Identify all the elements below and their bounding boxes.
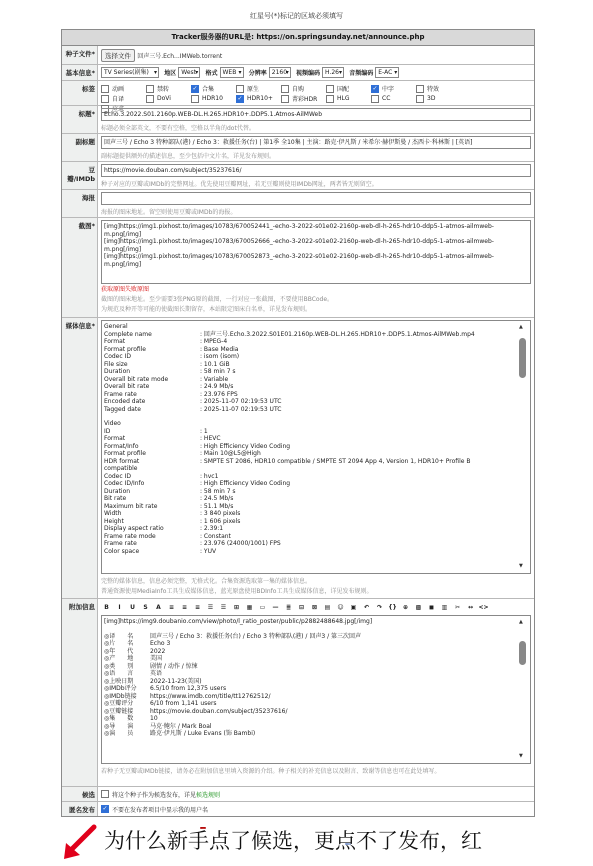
extra-info-key: ◎年 代 [104,647,134,655]
tag-checkbox[interactable]: ✓ [372,84,378,92]
mediainfo-textarea[interactable] [101,320,531,574]
format-select[interactable]: WEB ▾ [220,67,244,78]
tag-checkbox[interactable] [236,85,244,93]
pointer-arrow-icon [60,823,102,863]
editor-tool-icon[interactable]: ≣ [285,604,292,611]
tracker-url-header: Tracker服务器的URL是: https://on.springsunday.net/announce.php [62,30,534,46]
mediainfo-row [62,318,534,599]
editor-tool-icon[interactable]: <> [478,604,489,611]
scroll-down-icon[interactable]: ▼ [519,562,523,569]
extra-info-key: ◎语 言 [104,670,134,677]
tag-label: DoVi [157,95,171,102]
extra-scroll-down-icon[interactable]: ▼ [519,752,523,759]
mediainfo-value: : Constant [200,532,231,540]
editor-tool-icon[interactable]: ⊕ [402,604,409,611]
mediainfo-line [104,495,528,503]
extra-info-lines [104,633,528,738]
extra-info-line [104,633,528,641]
format-label: 格式 [205,70,218,77]
extra-info-value: Echo 3 [150,640,171,647]
screenshots-label: 截图* [62,218,98,317]
subtitle-row [62,134,534,162]
editor-tool-icon[interactable]: A [156,604,161,611]
extra-info-value: 回声三号 / Echo 3：救援任务(台) / Echo 3 特种部队(港) / 回声3 / 第三次回声 [150,632,362,640]
mediainfo-line [104,391,528,399]
tags-label: 标签 [62,81,98,105]
mediainfo-value: : 24.5 Mb/s [200,495,234,502]
poster-label: 海报 [62,190,98,217]
tag-option[interactable] [416,84,461,93]
extra-info-key: ◎上映日期 [104,677,134,685]
tag-option[interactable] [101,94,146,103]
tag-label: HLG [337,95,350,102]
extra-info-key: ◎IMDb链接 [104,692,137,700]
mediainfo-key: Overall bit rate mode [104,375,169,383]
editor-tool-icon[interactable]: ↔ [467,604,474,611]
mediainfo-value: : 2.39:1 [200,525,224,532]
extra-info-line [104,663,528,671]
mediainfo-line [104,368,528,376]
douban-imdb-input[interactable]: https://movie.douban.com/subject/35237616/ [101,164,531,177]
mediainfo-key: Codec ID [104,472,131,480]
tag-label: HDR10 [202,95,223,102]
mediainfo-key: Format/Info [104,442,139,450]
mediainfo-line [104,435,528,443]
basic-info-row [62,65,534,81]
mediainfo-key: Frame rate [104,540,137,547]
douban-imdb-row [62,162,534,190]
tag-checkbox[interactable] [146,85,154,93]
mediainfo-value: : High Efficiency Video Coding [200,442,291,450]
mediainfo-key: Height [104,517,124,525]
mediainfo-value: : 58 min 7 s [200,487,236,495]
tag-option[interactable] [371,84,416,93]
extra-scroll-up-icon[interactable]: ▲ [519,619,523,625]
douban-imdb-hint: 种子对应的豆瓣或IMDb的完整网址。优先使用豆瓣网址，若无豆瓣则使用IMDb网址，两者皆无则留空。 [101,181,378,188]
mediainfo-line [104,518,528,526]
extra-info-line [104,670,528,678]
mediainfo-key: Format profile [104,345,147,353]
tag-label: 3D [427,95,436,102]
mediainfo-line [104,480,528,488]
mediainfo-key: Width [104,510,122,517]
extra-info-hint: 若种子无豆瓣或IMDb链接，请务必在附加信息里填入资源的介绍。种子相关的补充信息以及附言、致谢等信息也可在此处填写。 [101,768,441,775]
extra-scrollbar[interactable] [516,619,527,760]
mediainfo-video-list [104,428,528,556]
extra-info-line [104,685,528,693]
editor-tool-icon[interactable]: ☰ [207,604,214,611]
tag-label: 菁彩HDR [292,96,318,103]
extra-info-key: ◎豆瓣评分 [104,700,134,707]
torrent-file-label: 种子文件* [62,46,98,64]
mediainfo-value: : 1 606 pixels [200,517,241,525]
editor-tool-icon[interactable]: ◼ [429,604,434,611]
tag-option[interactable] [146,94,191,103]
mediainfo-line [104,361,528,369]
extra-info-value: 剧情 / 动作 / 惊悚 [150,662,198,670]
extra-info-value: 10 [150,715,158,722]
mediainfo-value: : hvc1 [200,472,219,480]
screenshots-hint-1: 截图的图床地址。至少需要3张PNG原的截图，一行对应一张截图，不要使用BBCode。 [101,296,334,303]
screenshot-warning: 获取原图失败原图 [101,286,150,293]
douban-imdb-label: 豆瓣/IMDb [62,162,98,189]
poster-row [62,190,534,218]
extra-info-line [104,700,528,708]
anonymous-checkbox[interactable]: ✓ [102,805,108,812]
tag-option[interactable] [281,94,326,103]
anonymous-row [62,802,534,816]
anonymous-label: 匿名发布 [62,802,98,816]
tag-option[interactable] [326,94,371,103]
tag-label: 禁转 [157,86,170,93]
editor-tool-icon[interactable]: ▤ [324,604,331,611]
region-label: 地区 [164,70,177,77]
tag-option[interactable] [101,84,146,93]
mediainfo-key: Overall bit rate [104,383,150,390]
tag-option[interactable] [191,94,236,103]
title-hint: 标题必须全部英文，不要有空格，空格以半角的dot代替。 [101,125,255,132]
tag-checkbox[interactable] [101,85,109,93]
tag-checkbox[interactable] [146,95,154,103]
mediainfo-line [104,533,528,541]
editor-tool-icon[interactable]: ▥ [441,604,448,611]
tag-label: 应求 [112,106,125,113]
tag-label: HDR10+ [247,95,273,102]
resolution-label: 分辨率 [248,70,267,77]
extra-info-key: ◎集 数 [104,715,134,722]
subtitle-hint: 副标题提供额外的描述信息，至少包括中文片名，详见发布规则。 [101,153,276,160]
poster-hint: 海报的图床地址。留空则使用豆瓣或IMDb的海报。 [101,209,237,216]
mediainfo-key: Frame rate [104,390,137,398]
tag-checkbox[interactable] [281,85,289,93]
tag-checkbox[interactable]: ✓ [192,84,198,92]
mediainfo-value: : 24.9 Mb/s [200,383,234,390]
upload-form [61,29,535,817]
tag-option[interactable] [146,84,191,93]
mediainfo-line [104,525,528,533]
poster-input[interactable] [101,192,531,205]
editor-tool-icon[interactable]: ↷ [376,604,383,611]
mediainfo-line [104,338,528,346]
editor-tool-icon[interactable]: ☰ [220,604,227,611]
tag-checkbox[interactable] [416,85,424,93]
mediainfo-value: : 23.976 FPS [200,390,238,398]
mediainfo-value: : 1 [200,427,208,435]
extra-info-line [104,730,528,738]
mediainfo-value: : SMPTE ST 2086, HDR10 compatible / SMPTE ST 2094 App 4, Version 1, HDR10+ Profile B [200,457,471,465]
mediainfo-key: File size [104,360,128,368]
extra-info-key: ◎类 别 [104,662,134,670]
mediainfo-value: : High Efficiency Video Coding [200,480,291,487]
editor-tool-icon[interactable]: ≡ [181,604,188,611]
audio-codec-select[interactable]: E-AC ▾ [375,67,399,78]
mediainfo-key: Display aspect ratio [104,525,164,532]
extra-info-value: 2022-11-23(美国) [150,677,202,685]
extra-info-line [104,648,528,656]
mediainfo-line [104,346,528,354]
mediainfo-line [104,473,528,481]
extra-info-key: ◎IMDb评分 [104,685,137,692]
tag-label: 动画 [112,86,125,93]
region-select[interactable]: West ▾ [178,67,200,78]
mediainfo-hint-1: 完整的媒体信息，信息必须完整，无格式化。合集资源选取第一集的媒体信息。 [101,578,312,585]
mediainfo-key: ID [104,427,111,435]
mediainfo-key: Format [104,338,126,345]
mediainfo-key: Codec ID [104,353,131,360]
required-fields-note: 红星号(*)标记的区域必须填写 [250,12,343,20]
torrent-file-row [62,46,534,65]
extra-info-value: https://movie.douban.com/subject/35237616/ [150,707,288,715]
mediainfo-line [104,398,528,406]
editor-tool-icon[interactable]: ⊠ [311,604,318,611]
mediainfo-key: Complete name [104,330,152,338]
mediainfo-value: : Variable [200,375,229,383]
extra-scroll-thumb[interactable] [519,641,526,665]
mediainfo-value: : MPEG-4 [200,338,228,345]
extra-info-line [104,723,528,731]
extra-info-line [104,678,528,686]
caption-text: 为什么新手点了候选，更点不了发布，红 [104,829,482,853]
editor-tool-icon[interactable]: U [130,604,135,611]
mediainfo-value: : Base Media [200,345,239,353]
mediainfo-key: Format profile [104,450,147,457]
mediainfo-line [104,406,528,414]
subtitle-label: 副标题 [62,134,98,161]
editor-tool-icon[interactable]: ▭ [259,604,266,611]
extra-info-value: 6/10 from 1,141 users [150,700,217,707]
tag-label: CC [382,95,391,102]
mediainfo-line [104,331,528,339]
mediainfo-line [104,548,528,556]
resolution-select[interactable]: 2160 ▾ [269,67,291,78]
tag-label: 特效 [427,86,440,93]
extra-info-line [104,693,528,701]
screenshots-hint-2: 为规范及种开等可能的使截图长期留存，本站限定图床白名单，详见发布规则。 [101,306,312,313]
editor-tool-icon[interactable]: ✂ [454,604,461,611]
extra-info-line [104,708,528,716]
anonymous-text: 不要在发布者项目中显示我的用户名 [112,806,209,814]
editor-tool-icon[interactable]: ⊟ [298,604,305,611]
tag-option[interactable] [236,94,281,103]
mediainfo-line [104,540,528,548]
candidate-text: 将这个种子作为候选发布，详见 [112,791,197,799]
extra-info-value: 6.5/10 from 12,375 users [150,685,227,692]
extra-info-value: 2022 [150,647,166,655]
basic-info-label: 基本信息* [62,65,98,80]
mediainfo-value: : 2025-11-07 02:19:53 UTC [200,398,282,405]
mediainfo-key: Duration [104,487,131,495]
mediainfo-key: Codec ID/Info [104,480,145,487]
extra-info-value: 英语 [150,670,163,677]
extra-info-key: ◎导 演 [104,722,134,730]
editor-tool-icon[interactable]: B [104,604,109,611]
tag-checkbox[interactable] [281,95,289,103]
tag-label: 原生 [247,86,260,93]
extra-info-line [104,655,528,663]
editor-tool-icon[interactable]: ≡ [168,604,175,611]
subtitle-input[interactable]: 回声三号 / Echo 3 特种部队(港) / Echo 3：救援任务(台) | 第1季 全10集 | 主演：路克·伊凡斯 / 米希尔·赫伊斯曼 / 杰西卡·科林斯 | [英语] [101,136,531,149]
editor-tool-icon[interactable]: {} [388,604,397,611]
mediainfo-key: Duration [104,368,131,375]
mediainfo-key: Frame rate mode [104,532,156,540]
mediainfo-key: compatible [104,465,138,472]
caption-overlay [0,823,593,866]
mediainfo-key: Tagged date [104,405,141,413]
mediainfo-line [104,428,528,436]
extra-info-value: 路克·伊凡斯 / Luke Evans (饰 Bambi) [150,730,256,737]
tag-checkbox[interactable] [371,95,379,103]
scroll-up-icon[interactable]: ▲ [519,324,523,330]
tag-option[interactable] [371,94,416,103]
mediainfo-general-list [104,331,528,414]
editor-tool-icon[interactable]: ☺ [337,604,344,611]
tag-checkbox[interactable] [416,95,424,103]
choose-file-button[interactable]: 选择文件 [101,49,135,62]
mediainfo-line [104,353,528,361]
mediainfo-video-title: Video [104,420,121,427]
title-label: 标题* [62,106,98,133]
tag-checkbox[interactable] [101,95,109,103]
editor-tool-icon[interactable]: ≡ [194,604,201,611]
tag-label: 合集 [202,86,215,93]
title-input[interactable]: Echo.3.2022.S01.2160p.WEB-DL.H.265.HDR10+.DDP5.1.Atmos-AilMWeb [101,108,531,121]
tag-label: 国配 [337,86,350,93]
scroll-thumb[interactable] [519,338,526,378]
extra-info-value: 美国 [150,655,163,662]
tag-checkbox[interactable]: ✓ [237,94,243,102]
editor-tool-icon[interactable]: ↶ [363,604,370,611]
editor-tool-icon[interactable]: ▦ [246,604,253,611]
mediainfo-line [104,458,528,466]
editor-tool-icon[interactable]: S [143,604,148,611]
tag-option[interactable] [191,84,236,93]
extra-info-key: ◎演 员 [104,730,134,737]
category-select[interactable]: TV Series(剧集) ▾ [101,67,159,78]
mediainfo-line [104,510,528,518]
mediainfo-value: : 回声三号.Echo.3.2022.S01E01.2160p.WEB-DL.H.265.HDR10+.DDP5.1.Atmos-AilMWeb.mp4 [200,330,475,338]
mediainfo-value: : 2025-11-07 02:19:53 UTC [200,405,282,413]
mediainfo-label: 媒体信息* [62,318,98,598]
extra-info-value: https://www.imdb.com/title/tt12762512/ [150,692,271,700]
mediainfo-value: : Main 10@L5@High [200,450,261,457]
editor-tool-icon[interactable]: I [118,604,121,611]
video-codec-label: 视频编码 [295,70,320,77]
screenshots-row [62,218,534,318]
tags-row [62,81,534,113]
mediainfo-line [104,376,528,384]
mediainfo-line [104,465,528,473]
extra-info-row [62,599,534,787]
extra-info-line [104,640,528,648]
mediainfo-line [104,450,528,458]
mediainfo-key: Color space [104,547,140,555]
extra-info-value: 马克·鲍尔 / Mark Boal [150,722,212,730]
candidate-rules-link[interactable]: 候选规则 [196,791,221,799]
extra-info-key: ◎片 名 [104,640,134,647]
tag-label: 自译 [112,96,125,103]
extra-img-line: [img]https://img9.doubanio.com/view/photo/l_ratio_poster/public/p2882488648.jpg[/img] [104,618,373,625]
extra-info-key: ◎豆瓣链接 [104,707,134,715]
mediainfo-value: : YUV [200,547,217,555]
extra-info-line [104,715,528,723]
mediainfo-value: : 10.1 GiB [200,360,230,368]
extra-info-key: ◎产 地 [104,655,134,662]
mediainfo-key: Bit rate [104,495,127,502]
tag-checkbox[interactable] [326,95,334,103]
mediainfo-line [104,443,528,451]
candidate-checkbox[interactable] [101,790,109,798]
audio-codec-label: 音频编码 [349,70,374,77]
tag-label: 中字 [382,86,395,93]
tag-checkbox[interactable] [326,85,334,93]
candidate-label: 候选 [62,787,98,801]
mediainfo-key: Maximum bit rate [104,502,158,510]
extra-info-textarea[interactable] [101,615,531,764]
tag-option[interactable] [326,84,371,93]
candidate-row [62,787,534,802]
editor-tool-icon[interactable]: ▩ [415,604,422,611]
tag-option[interactable] [236,84,281,93]
torrent-filename: 回声三号.Ech...IMWeb.torrent [137,53,223,60]
mediainfo-line [104,503,528,511]
mediainfo-line [104,488,528,496]
mediainfo-line [104,383,528,391]
mediainfo-value: : 3 840 pixels [200,510,241,517]
extra-info-label: 附加信息 [62,599,98,786]
extra-info-key: ◎译 名 [104,632,134,640]
mediainfo-scrollbar[interactable] [516,324,527,570]
editor-tool-icon[interactable]: ⊞ [233,604,240,611]
editor-tool-icon[interactable]: ▣ [350,604,357,611]
tag-option[interactable] [416,94,461,103]
video-codec-select[interactable]: H.26 ▾ [322,67,344,78]
mediainfo-value: : HEVC [200,435,221,442]
mediainfo-value: : 58 min 7 s [200,368,236,375]
mediainfo-general-title: General [104,323,128,330]
editor-tool-icon[interactable]: — [272,604,279,611]
editor-toolbar [101,603,531,612]
mediainfo-key: Encoded date [104,398,146,405]
mediainfo-value: : isom (isom) [200,353,240,360]
tag-checkbox[interactable] [191,95,199,103]
mediainfo-hint-2: 普通资源使用MediaInfo工具生成媒体信息，蓝光原盘使用BDInfo工具生成媒体信息，详见发布规则。 [101,588,373,595]
tag-label: 自购 [292,86,305,93]
title-row [62,106,534,134]
tag-option[interactable] [281,84,326,93]
mediainfo-value: : 23.976 (24000/1001) FPS [200,540,281,547]
screenshots-textarea[interactable]: [img]https://img1.pixhost.to/images/10783/670052441_-echo-3-2022-s01e02-2160p-web-dl-h-265-hdr10-ddp5-1-atmos-ailmweb-m.png[/img] [img]https://img1.pixhost.to/images/10783/670052666_-echo-3-2022-s01e02-2160p-web-dl-h-265-hdr10-ddp5-1-atmos-ailmweb-m.png[/img] [img]https://img1.pixhost.to/images/10783/670052873_-echo-3-2022-s01e02-2160p-web-dl-h-265-hdr10-ddp5-1-atmos-ailmweb-m.png[/img] [101,220,531,284]
mediainfo-value: : 51.1 Mb/s [200,502,234,510]
mediainfo-key: Format [104,435,126,442]
mediainfo-key: HDR format [104,457,140,465]
